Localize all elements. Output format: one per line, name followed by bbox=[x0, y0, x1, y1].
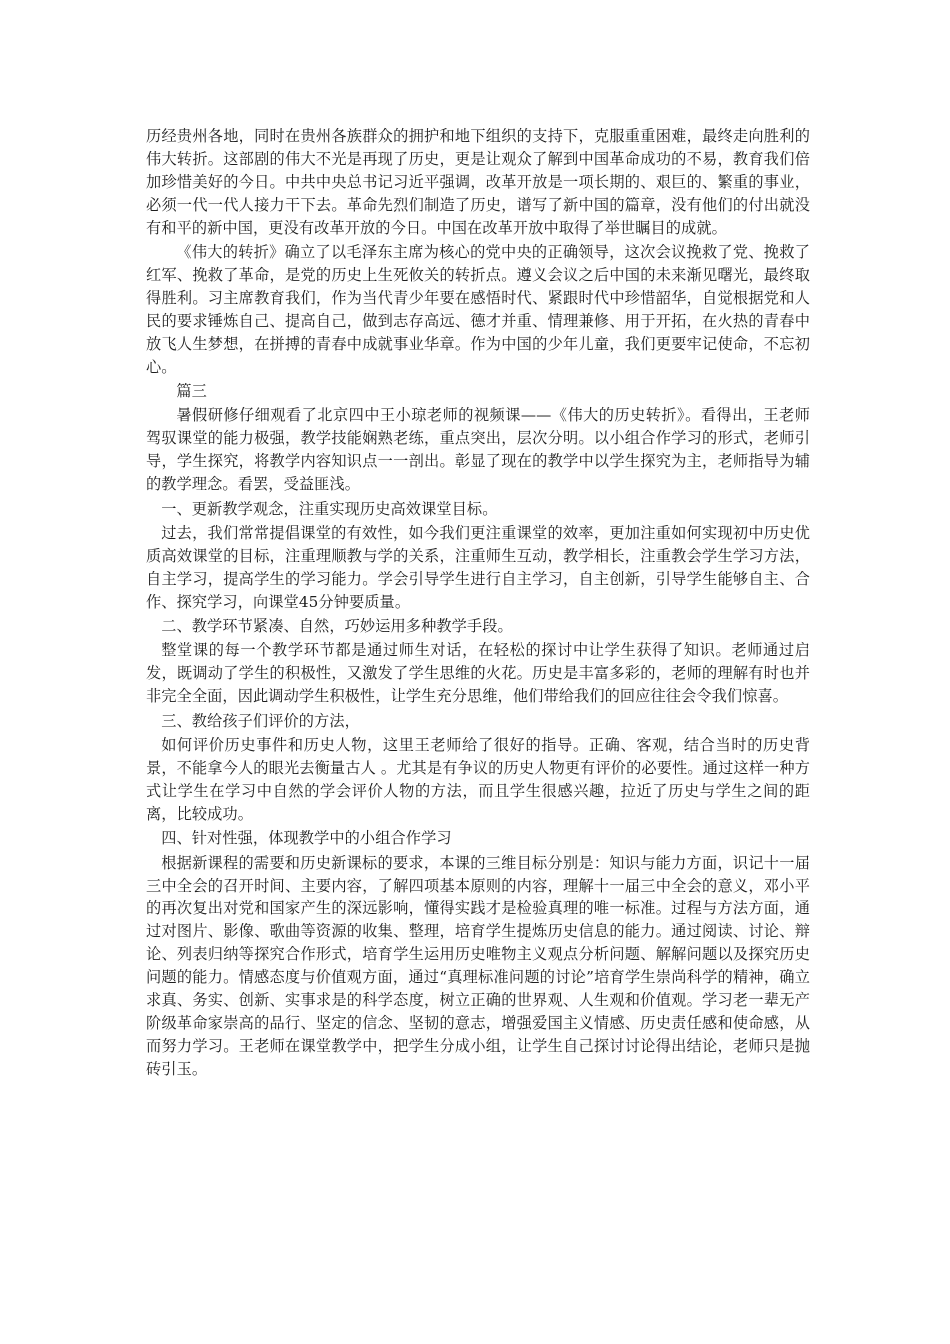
section-heading-part-three: 篇三 bbox=[176, 381, 207, 400]
paragraph-intro-observation: 暑假研修仔细观看了北京四中王小琼老师的视频课——《伟大的历史转折》。看得出，王老师驾驭课堂的能力极强，教学技能娴熟老练，重点突出，层次分明。以小组合作学习的形式，老师引导，学生探究，将教学内容知识点一一剖出。彰显了现在的教学中以学生探究为主，老师指导为辅的教学理念。看罢，受益匪浅。 bbox=[146, 406, 810, 494]
heading-point-one: 一、更新教学观念，注重实现历史高效课堂目标。 bbox=[161, 499, 498, 518]
paragraph-continuation: 历经贵州各地，同时在贵州各族群众的拥护和地下组织的支持下，克服重重困难，最终走向胜利的伟大转折。这部剧的伟大不光是再现了历史，更是让观众了解到中国革命成功的不易，教育我们倍加珍惜美好的今日。中共中央总书记习近平强调，改革开放是一项长期的、艰巨的、繁重的事业，必须一代一代人接力干下去。革命先烈们制造了历史，谱写了新中国的篇章，没有他们的付出就没有和平的新中国，更没有改革开放的今日。中国在改革开放中取得了举世瞩目的成就。 bbox=[146, 127, 810, 237]
paragraph-turning-point: 《伟大的转折》确立了以毛泽东主席为核心的党中央的正确领导，这次会议挽救了党、挽救了红军、挽救了革命，是党的历史上生死攸关的转折点。遵义会议之后中国的未来渐见曙光，最终取得胜利。习主席教育我们，作为当代青少年要在感悟时代、紧跟时代中珍惜韶华，自觉根据党和人民的要求锤炼自己、提高自己，做到志存高远、德才并重、情理兼修、用于开拓，在火热的青春中放飞人生梦想，在拼搏的青春中成就事业华章。作为中国的少年儿童，我们更要牢记使命，不忘初心。 bbox=[146, 243, 810, 376]
paragraph-point-three: 如何评价历史事件和历史人物，这里王老师给了很好的指导。正确、客观，结合当时的历史背景，不能拿今人的眼光去衡量古人 。尤其是有争议的历史人物更有评价的必要性。通过这样一种方式让学生在学习中自然的学会评价人物的方法，而且学生很感兴趣，拉近了历史与学生之间的距离，比较成功。 bbox=[146, 736, 810, 823]
paragraph-point-four: 根据新课程的需要和历史新课标的要求，本课的三维目标分别是：知识与能力方面，识记十一届三中全会的召开时间、主要内容，了解四项基本原则的内容，理解十一届三中全会的意义，邓小平的再次复出对党和国家产生的深远影响，懂得实践才是检验真理的唯一标准。过程与方法方面，通过对图片、影像、歌曲等资源的收集、整理，培育学生提炼历史信息的能力。通过阅读、讨论、辩论、列表归纳等探究合作形式，培育学生运用历史唯物主义观点分析问题、解解问题以及探究历史问题的能力。情感态度与价值观方面，通过“真理标准问题的讨论”培育学生崇尚科学的精神，确立求真、务实、创新、实事求是的科学态度，树立正确的世界观、人生观和价值观。学习老一辈无产阶级革命家崇高的品行、坚定的信念、坚韧的意志，增强爱国主义情感、历史责任感和使命感，从而努力学习。王老师在课堂教学中，把学生分成小组，让学生自己探讨讨论得出结论，老师只是抛砖引玉。 bbox=[146, 853, 810, 1078]
paragraph-point-two: 整堂课的每一个教学环节都是通过师生对话，在轻松的探讨中让学生获得了知识。老师通过启发，既调动了学生的积极性，又激发了学生思维的火花。历史是丰富多彩的，老师的理解有时也并非完全全面，因此调动学生积极性，让学生充分思维，他们带给我们的回应往往会令我们惊喜。 bbox=[146, 641, 810, 706]
heading-point-three: 三、教给孩子们评价的方法， bbox=[161, 711, 360, 730]
document-page bbox=[146, 125, 810, 1081]
paragraph-point-one: 过去，我们常常提倡课堂的有效性，如今我们更注重课堂的效率，更加注重如何实现初中历史优质高效课堂的目标，注重理顺教与学的关系，注重师生互动，教学相长，注重教会学生学习方法，自主学习，提高学生的学习能力。学会引导学生进行自主学习，自主创新，引导学生能够自主、合作、探究学习，向课堂45分钟要质量。 bbox=[146, 523, 810, 611]
heading-point-four: 四、针对性强，体现教学中的小组合作学习 bbox=[161, 829, 452, 848]
heading-point-two: 二、教学环节紧凑、自然，巧妙运用多种教学手段。 bbox=[161, 617, 513, 636]
